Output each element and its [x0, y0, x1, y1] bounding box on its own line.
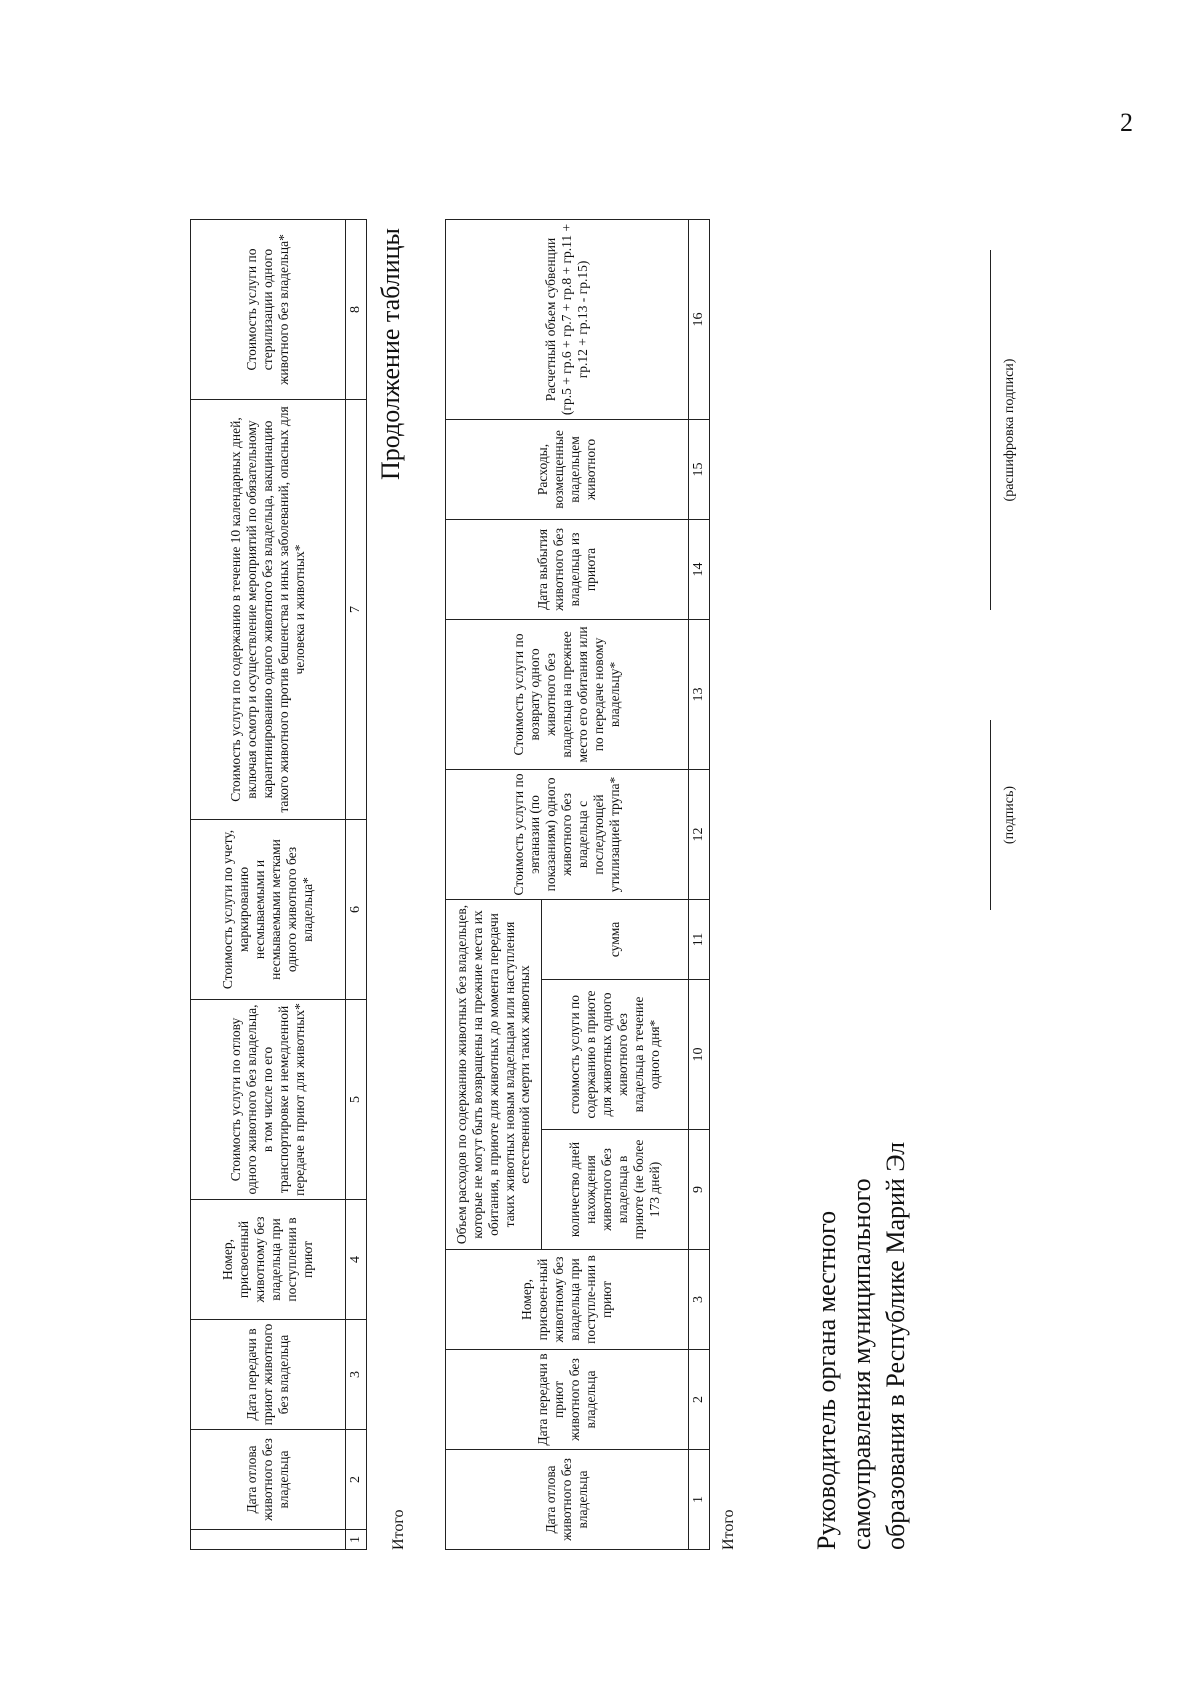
signatory-line-2: самоуправления муниципального [846, 1178, 876, 1550]
t2-header-col1: Дата отлова животного без владельца [446, 1450, 689, 1550]
t2-header-col14: Дата выбытия животного без владельца из приюта [446, 519, 689, 619]
t1-header-col2: Дата отлова животного без владельца [191, 1430, 346, 1530]
t1-header-col3: Дата передачи в приют животного без владельца [191, 1320, 346, 1430]
t2-header-col12: Стоимость услуги по эвтаназии (по показаниям) одного животного без владельца с последующей утилизацией трупа* [446, 769, 689, 899]
table2-number-row [688, 219, 709, 1549]
expense-table-part2 [445, 219, 710, 1550]
signatory-block [810, 1142, 914, 1550]
table1-total-label: Итого [390, 1509, 407, 1550]
table1-header-row [191, 220, 346, 1550]
t2-header-col11: сумма [542, 899, 689, 979]
t2-num-12: 12 [688, 769, 709, 899]
t2-header-group: Объем расходов по содержанию животных без владельцев, которые не могут быть возвращены на прежние места их обитания, в приюте для животных до момента передачи таких животных новым владельцам или наступления естественной смерти таких животных [446, 899, 542, 1249]
t1-num-1: 1 [346, 1530, 367, 1550]
decode-signature-caption: (расшифровка подписи) [1002, 358, 1017, 502]
table2-total-label: Итого [720, 1509, 737, 1550]
t1-header-col7: Стоимость услуги по содержанию в течение 10 календарных дней, включая осмотр и осуществление мероприятий по обязательному карантинированию одного животного без владельца, вакцинацию такого животного против бешенства и иных заболеваний, опасных для человека и животных* [191, 400, 346, 820]
decode-signature-line [990, 250, 991, 610]
t1-header-col8: Стоимость услуги по стерилизации одного животного без владельца* [191, 220, 346, 400]
t1-num-3: 3 [346, 1320, 367, 1430]
t2-header-col13: Стоимость услуги по возврату одного животного без владельца на прежнее место его обитания или по передаче новому владельцу* [446, 619, 689, 769]
expense-table-part1 [190, 219, 367, 1550]
t2-header-col9: количество дней нахождения животного без владельца в приюте (не более 173 дней) [542, 1130, 689, 1250]
signatory-line-3: образования в Республике Марий Эл [881, 1141, 911, 1550]
t2-num-10: 10 [688, 980, 709, 1130]
rotated-page-content [190, 110, 1190, 1610]
t1-num-5: 5 [346, 1000, 367, 1200]
t2-num-2: 2 [688, 1350, 709, 1450]
t1-num-6: 6 [346, 820, 367, 1000]
t1-header-col6: Стоимость услуги по учету, маркированию несмываемыми и несмываемыми метками одного животного без владельца* [191, 820, 346, 1000]
t1-num-2: 2 [346, 1430, 367, 1530]
t2-num-16: 16 [688, 219, 709, 419]
signature-caption: (подпись) [1002, 785, 1017, 845]
t2-header-col3: Номер, присвоен-ный животному без владельца при поступле-нии в приют [446, 1250, 689, 1350]
t1-num-7: 7 [346, 400, 367, 820]
t2-num-1: 1 [688, 1450, 709, 1550]
page-number: 2 [1120, 108, 1133, 137]
t2-header-col16: Расчетный объем субвенции (гр.5 + гр.6 + гр.7 + гр.8 + гр.11 + гр.12 + гр.13 - гр.15) [446, 219, 689, 419]
t2-header-col2: Дата передачи в приют животного без владельца [446, 1350, 689, 1450]
t2-num-14: 14 [688, 519, 709, 619]
t1-num-4: 4 [346, 1200, 367, 1320]
signatory-line-1: Руководитель органа местного [812, 1210, 841, 1550]
t2-num-15: 15 [688, 419, 709, 519]
table1-number-row [346, 220, 367, 1550]
t1-header-col1 [191, 1530, 346, 1550]
t2-header-col10: стоимость услуги по содержанию в приюте для животных одного животного без владельца в течение одного дня* [542, 980, 689, 1130]
t1-header-col5: Стоимость услуги по отлову одного животного без владельца, в том числе по его транспортировке и немедленной передаче в приют для животных* [191, 1000, 346, 1200]
t2-num-9: 9 [688, 1130, 709, 1250]
t2-num-3: 3 [688, 1250, 709, 1350]
t1-num-8: 8 [346, 220, 367, 400]
signature-line [990, 720, 991, 910]
t2-num-11: 11 [688, 899, 709, 979]
t2-num-13: 13 [688, 619, 709, 769]
t1-header-col4: Номер, присвоенный животному без владельца при поступлении в приют [191, 1200, 346, 1320]
continuation-title: Продолжение таблицы [376, 228, 405, 480]
table2-header-row-1 [446, 219, 542, 1549]
t2-header-col15: Расходы, возмещенные владельцем животного [446, 419, 689, 519]
